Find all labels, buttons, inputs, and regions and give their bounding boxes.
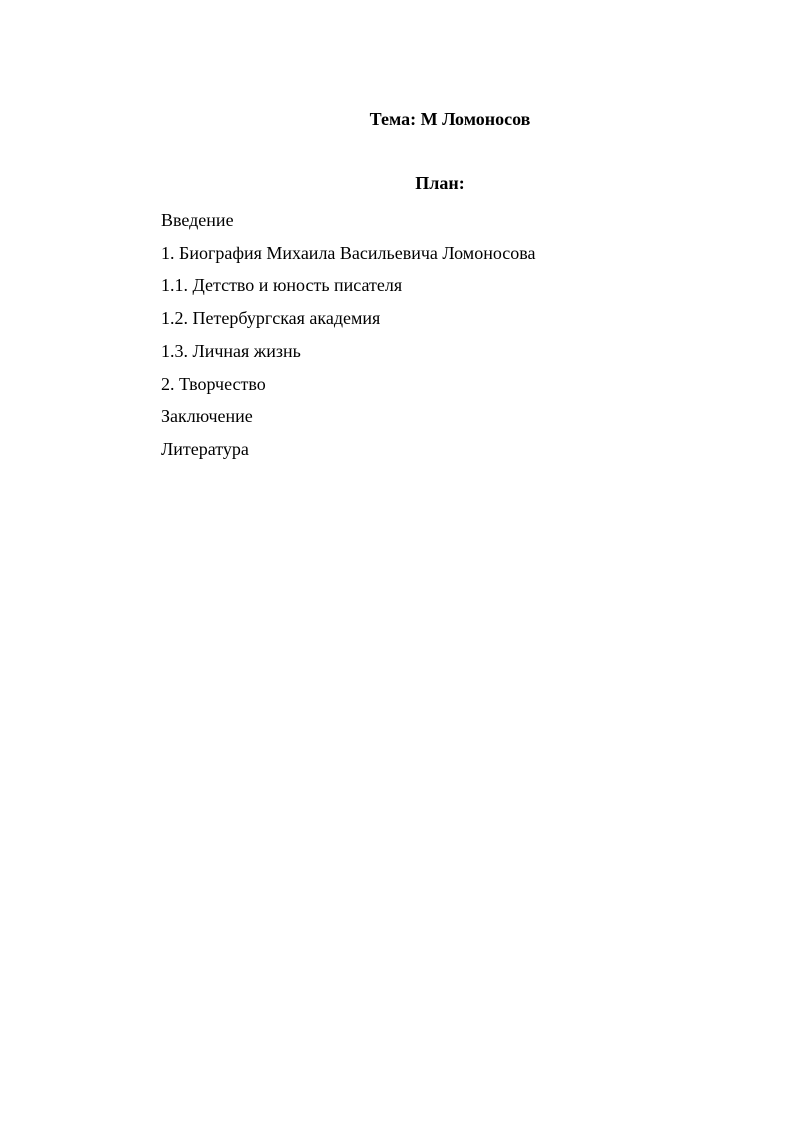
plan-item-personal-life: 1.3. Личная жизнь [161,340,301,361]
document-topic: Тема: М Ломоносов [369,109,531,129]
plan-item-biography: 1. Биография Михаила Васильевича Ломоносова [161,242,536,263]
plan-item-conclusion: Заключение [161,406,253,427]
plan-item-academy: 1.2. Петербургская академия [161,308,381,329]
plan-item-childhood: 1.1. Детство и юность писателя [161,275,403,296]
plan-item-works: 2. Творчество [161,373,266,394]
plan-item-literature: Литература [161,438,249,459]
plan-heading: План: [415,173,465,193]
plan-list [161,204,536,466]
plan-item-introduction: Введение [161,210,234,230]
